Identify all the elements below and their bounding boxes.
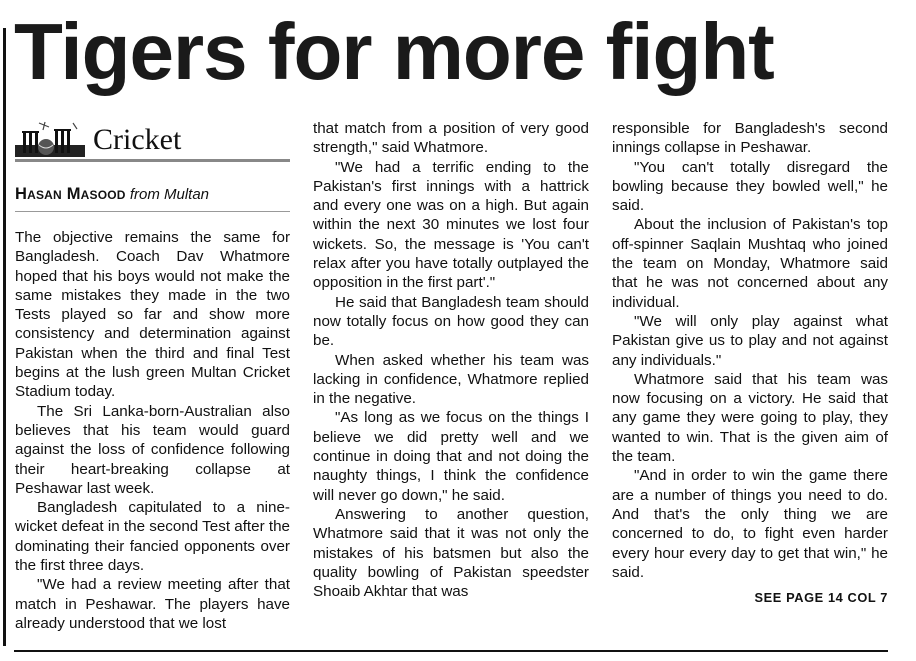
jump-line: SEE PAGE 14 COL 7 [754, 590, 888, 606]
paragraph: "We had a review meeting after that match in Peshawar. The players have already understood that we lost [15, 576, 290, 632]
paragraph: About the inclusion of Pakistan's top off-spinner Saqlain Mushtaq who joined the team on Monday, Whatmore said that he was not concerned about any individual. [612, 216, 888, 311]
section-header [15, 119, 290, 162]
paragraph: that match from a position of very good strength," said Whatmore. [313, 120, 589, 157]
headline: Tigers for more fight [14, 7, 774, 96]
article-column-1 [15, 119, 290, 633]
article-column-2 [313, 119, 589, 601]
paragraph: The objective remains the same for Bangladesh. Coach Dav Whatmore hoped that his boys would not make the same mistakes they made in the two Tests played so far and show more consistency and determination against Pakistan when the third and final Test begins at the lush green Multan Cricket Stadium today. [15, 229, 290, 401]
paragraph: The Sri Lanka-born-Australian also believes that his team would guard against the loss of confidence following their heart-breaking collapse at Peshawar last week. [15, 402, 290, 497]
byline-author: Hasan Masood [15, 185, 126, 203]
paragraph: Whatmore said that his team was now focusing on a victory. He said that any game they were going to play, they wanted to win. That is the given aim of the team. [612, 370, 888, 466]
paragraph: "We will only play against what Pakistan give us to play and not against any individuals." [612, 312, 888, 369]
paragraph: responsible for Bangladesh's second innings collapse in Peshawar. [612, 120, 888, 157]
paragraph: "You can't totally disregard the bowling because they bowled well," he said. [612, 158, 888, 215]
byline [15, 185, 290, 212]
left-column-rule [3, 28, 6, 646]
paragraph: "We had a terrific ending to the Pakistan's first innings with a hattrick and every one was on a high. But again within the next 30 minutes we lost four wickets. So, the message is 'You can't relax after you have totally outplayed the opposition in the first part'." [313, 158, 589, 292]
paragraph: Bangladesh capitulated to a nine-wicket defeat in the second Test after the dominating their fancied opponents over the first three days. [15, 499, 290, 575]
byline-location: from Multan [129, 186, 210, 203]
paragraph: Answering to another question, Whatmore said that it was not only the mistakes of his batsmen but also the quality bowling of Pakistan speedster Shoaib Akhtar that was [313, 505, 589, 601]
section-label: Cricket [93, 123, 182, 156]
paragraph: He said that Bangladesh team should now totally focus on how good they can be. [313, 293, 589, 350]
paragraph: "And in order to win the game there are a number of things you need to do. And that's the only thing we are concerned to do, to fight even harder every hour every day to get that win," he said. [612, 467, 888, 581]
paragraph: "As long as we focus on the things I believe we did pretty well and we continue in doing that and not doing the naughty things, I think the confidence will never go down," he said. [313, 409, 589, 504]
paragraph: When asked whether his team was lacking in confidence, Whatmore replied in the negative. [313, 351, 589, 408]
article-column-3 [612, 119, 888, 607]
bottom-rule [14, 650, 888, 652]
cricket-stumps-ball-icon [15, 121, 85, 164]
column-1-body [15, 228, 290, 633]
